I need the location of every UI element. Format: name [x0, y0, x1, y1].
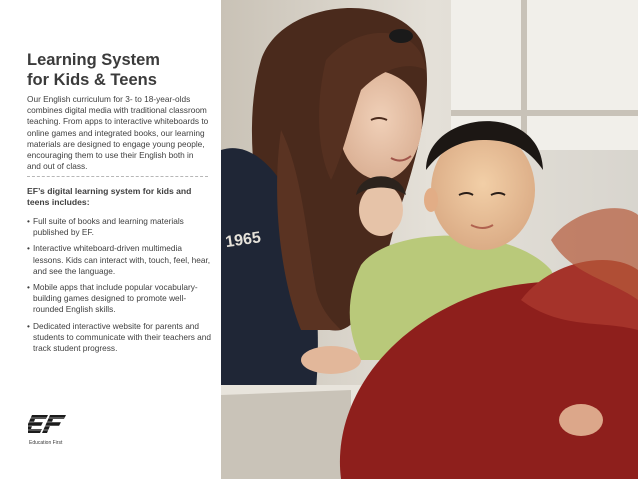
- bullet-marker: •: [27, 216, 30, 226]
- title-line-1: Learning System: [27, 51, 160, 69]
- text-panel: [0, 0, 221, 479]
- list-item-text: Full suite of books and learning materials published by EF.: [33, 216, 184, 238]
- dashed-divider: [27, 176, 208, 177]
- classroom-photo: [221, 0, 638, 479]
- feature-list: [27, 216, 213, 359]
- includes-heading: EF’s digital learning system for kids and teens includes:: [27, 186, 192, 208]
- list-item-text: Interactive whiteboard-driven multimedia lessons. Kids can interact with, touch, feel, hear, and see the language.: [33, 243, 211, 276]
- bullet-marker: •: [27, 243, 30, 254]
- sweater-number: 1965: [224, 229, 262, 252]
- intro-paragraph: Our English curriculum for 3- to 18-year-olds combines digital media with traditional classroom teaching. From apps to interactive whiteboards to online games and integrated books, our learning materials are designed to engage young people, encouraging them to use their English both in and out of class.: [27, 94, 209, 172]
- ef-logo-caption: Education First: [29, 440, 63, 446]
- page-title: [27, 50, 217, 90]
- list-item: [27, 243, 213, 277]
- list-item: [27, 282, 213, 316]
- list-item: [27, 321, 213, 355]
- list-item: [27, 216, 213, 238]
- ef-logo: [28, 413, 70, 447]
- title-line-2: for Kids & Teens: [27, 71, 157, 89]
- bullet-marker: •: [27, 282, 30, 293]
- list-item-text: Dedicated interactive website for parents and students to communicate with their teachers and track student progress.: [33, 320, 212, 354]
- bullet-marker: •: [27, 320, 30, 331]
- list-item-text: Mobile apps that include popular vocabulary-building games designed to promote well-rounded English skills.: [33, 282, 198, 315]
